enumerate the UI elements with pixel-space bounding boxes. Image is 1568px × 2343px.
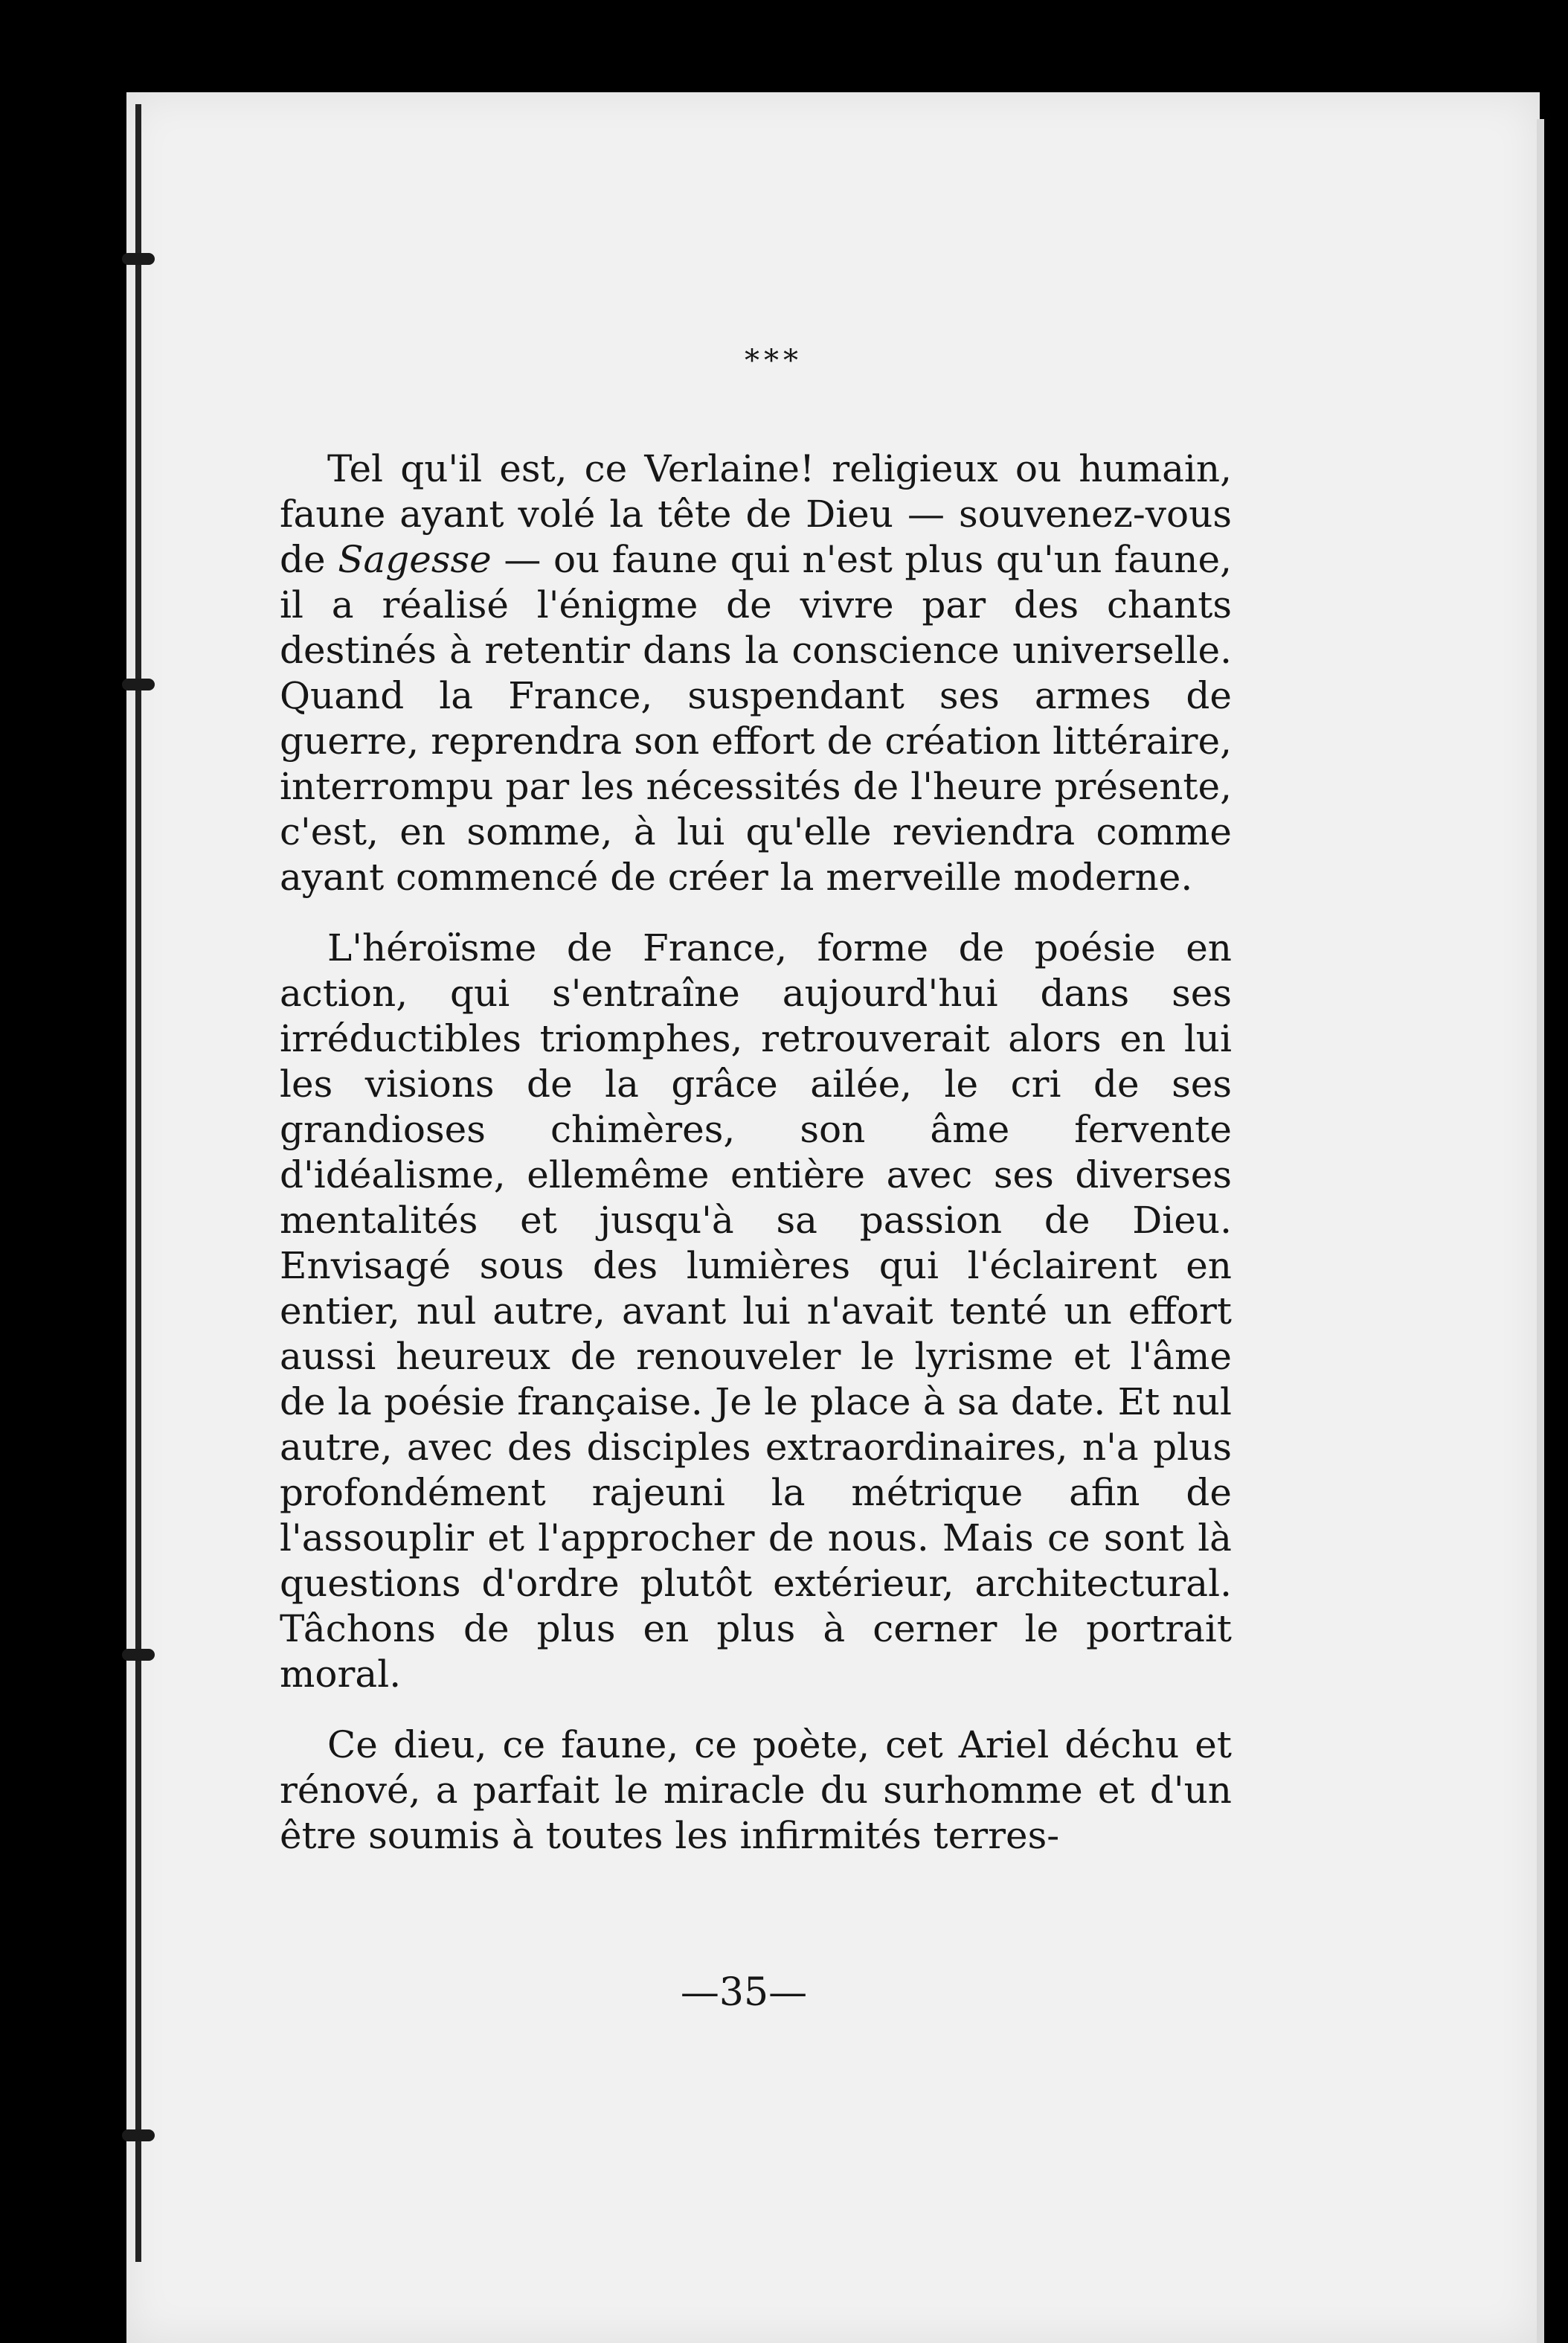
stitch-knot [122,679,155,690]
stitch-knot [122,1649,155,1661]
paragraph-1-end: — ou faune qui n'est plus qu'un faune, il a réalisé l'énigme de vivre par des chants destinés à retentir dans la conscience universelle. Quand la France, suspendant ses armes de guerre, reprendra son effort de création littéraire, interrompu par les nécessités de l'heure présente, c'est, en somme, à lui qu'elle reviendra comme ayant commencé de créer la merveille moderne. [280,538,1232,899]
paragraph-3: Ce dieu, ce faune, ce poète, cet Ariel déchu et rénové, a parfait le miracle du surhomme et d'un être soumis à toutes les infirmités terres- [280,1723,1232,1857]
book-title-sagesse: Sagesse [338,538,492,581]
section-ornament: *** [745,344,803,378]
page-edge [1537,119,1544,2343]
page-number: —35— [680,1970,808,2015]
paragraph-2: L'héroïsme de France, forme de poésie en action, qui s'entraîne aujourd'hui dans ses irréductibles triomphes, retrouverait alors en lui les visions de la grâce ailée, le cri de ses grandioses chimères, son âme fervente d'idéalisme, ellemême entière avec ses diverses mentalités et jusqu'à sa passion de Dieu. Envisagé sous des lumières qui l'éclairent en entier, nul autre, avant lui n'avait tenté un effort aussi heureux de renouveler le lyrisme et l'âme de la poésie française. Je le place à sa date. Et nul autre, avec des disciples extraordinaires, n'a plus profondément rajeuni la métrique afin de l'assouplir et l'approcher de nous. Mais ce sont là questions d'ordre plutôt extérieur, architectural. Tâchons de plus en plus à cerner le portrait moral. [280,926,1232,1696]
stitch-knot [122,2129,155,2141]
paragraph-1-start: Tel qu'il est, ce Verlaine! religieux ou humain, faune ayant volé la tête de Dieu — souvenez-vous de [280,447,1232,581]
body-text [280,446,1232,1884]
binding-stitch [135,104,141,2262]
paragraph-1 [280,446,1232,900]
stitch-knot [122,253,155,265]
